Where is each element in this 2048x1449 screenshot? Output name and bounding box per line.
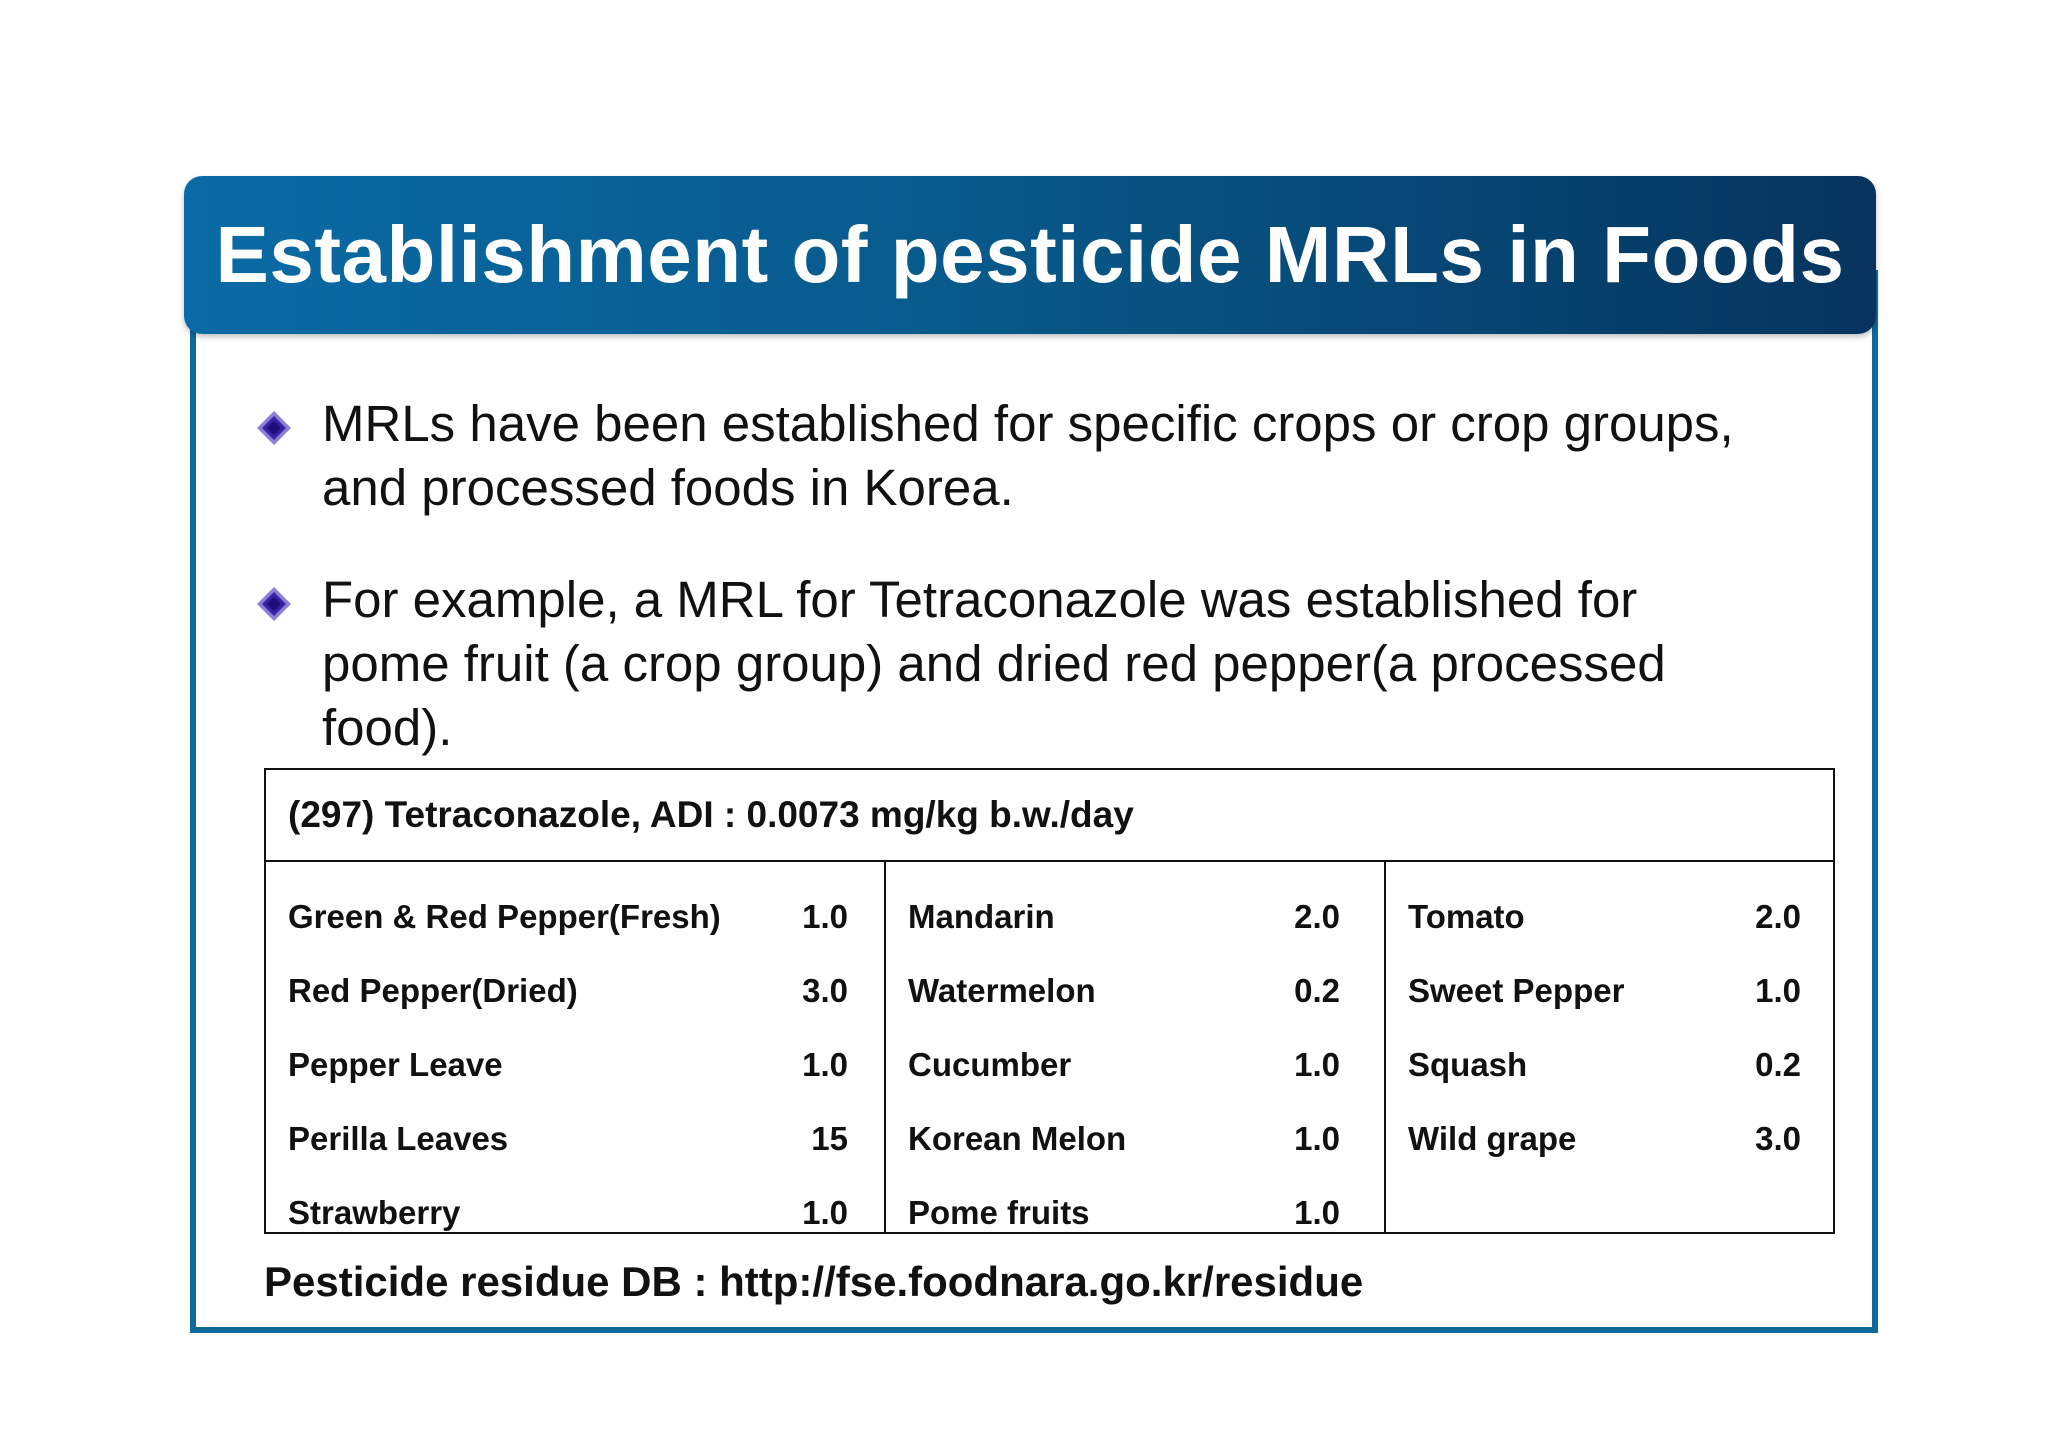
bullet-item-2 xyxy=(256,568,1836,760)
mrl-value: 0.2 xyxy=(1294,972,1340,1009)
diamond-bullet-icon xyxy=(256,586,292,622)
title-bar xyxy=(184,176,1876,334)
table-row xyxy=(266,880,884,954)
food-name: Red Pepper(Dried) xyxy=(288,972,578,1009)
bullet-2-line-1: For example, a MRL for Tetraconazole was established for xyxy=(322,571,1638,628)
residue-db-note: Pesticide residue DB : http://fse.foodnara.go.kr/residue xyxy=(264,1258,1364,1305)
bullet-text-1 xyxy=(322,392,1734,520)
food-name: Wild grape xyxy=(1408,1120,1577,1157)
table-row xyxy=(266,1176,884,1250)
food-name: Green & Red Pepper(Fresh) xyxy=(288,898,721,935)
mrl-value: 1.0 xyxy=(802,1194,848,1231)
mrl-value: 2.0 xyxy=(1755,898,1801,935)
food-name: Squash xyxy=(1408,1046,1528,1083)
slide-title: Establishment of pesticide MRLs in Foods xyxy=(215,210,1845,299)
table-row xyxy=(886,1028,1384,1102)
food-name: Strawberry xyxy=(288,1194,461,1231)
table-column-3 xyxy=(1386,862,1833,1232)
table-row xyxy=(886,954,1384,1028)
food-name: Korean Melon xyxy=(908,1120,1127,1157)
bullet-1-line-1: MRLs have been established for specific crops or crop groups, xyxy=(322,395,1734,452)
food-name: Cucumber xyxy=(908,1046,1072,1083)
food-name: Sweet Pepper xyxy=(1408,972,1625,1009)
food-name: Pome fruits xyxy=(908,1194,1090,1231)
food-name: Perilla Leaves xyxy=(288,1120,509,1157)
diamond-bullet-icon xyxy=(256,410,292,446)
table-row xyxy=(886,1102,1384,1176)
food-name: Watermelon xyxy=(908,972,1096,1009)
table-body xyxy=(266,862,1833,1232)
mrl-value: 3.0 xyxy=(1755,1120,1801,1157)
food-name: Pepper Leave xyxy=(288,1046,503,1083)
food-name: Tomato xyxy=(1408,898,1525,935)
mrl-value: 1.0 xyxy=(1755,972,1801,1009)
bullet-text-2 xyxy=(322,568,1666,760)
table-row xyxy=(266,1102,884,1176)
mrl-value: 1.0 xyxy=(802,898,848,935)
table-row xyxy=(1386,954,1833,1028)
food-name: Mandarin xyxy=(908,898,1055,935)
mrl-value: 15 xyxy=(811,1120,848,1157)
table-row xyxy=(1386,1028,1833,1102)
mrl-value: 2.0 xyxy=(1294,898,1340,935)
table-row xyxy=(266,1028,884,1102)
mrl-value: 3.0 xyxy=(802,972,848,1009)
mrl-value: 1.0 xyxy=(1294,1046,1340,1083)
mrl-value: 1.0 xyxy=(802,1046,848,1083)
table-column-2 xyxy=(886,862,1386,1232)
bullet-1-line-2: and processed foods in Korea. xyxy=(322,459,1014,516)
mrl-value: 1.0 xyxy=(1294,1120,1340,1157)
bullet-2-line-3: food). xyxy=(322,699,453,756)
mrl-table xyxy=(264,768,1835,1234)
table-row xyxy=(1386,1102,1833,1176)
table-row xyxy=(1386,880,1833,954)
bullet-item-1 xyxy=(256,392,1836,520)
table-header: (297) Tetraconazole, ADI : 0.0073 mg/kg b.w./day xyxy=(266,770,1833,862)
table-row xyxy=(266,954,884,1028)
bullet-2-line-2: pome fruit (a crop group) and dried red pepper(a processed xyxy=(322,635,1666,692)
table-column-1 xyxy=(266,862,886,1232)
table-row xyxy=(886,1176,1384,1250)
mrl-value: 0.2 xyxy=(1755,1046,1801,1083)
table-row xyxy=(886,880,1384,954)
mrl-value: 1.0 xyxy=(1294,1194,1340,1231)
